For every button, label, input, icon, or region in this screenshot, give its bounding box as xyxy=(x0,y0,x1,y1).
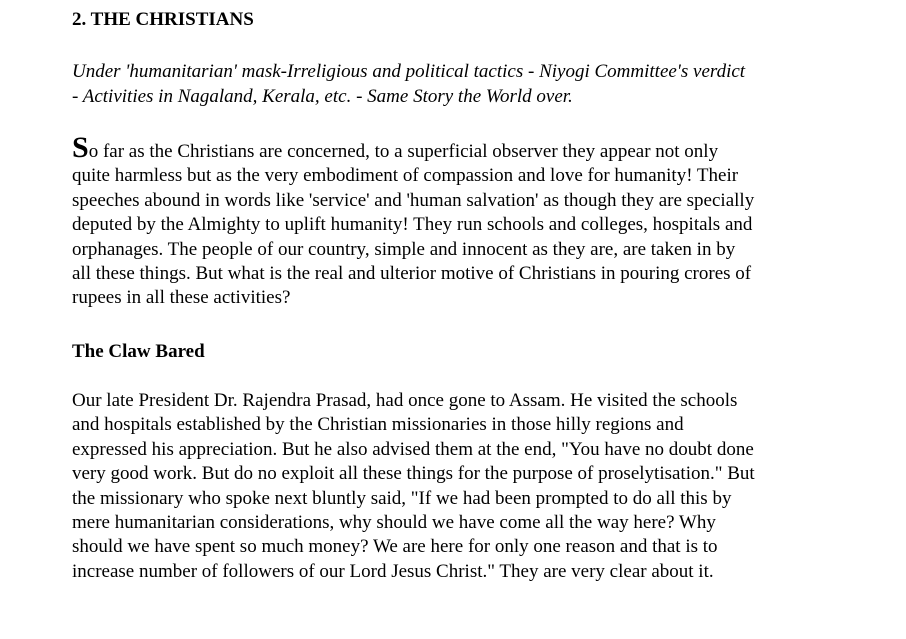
first-line-text: o far as the Christians are concerned, to a superficial observer they appear not only xyxy=(88,141,719,162)
paragraph-line: the missionary who spoke next bluntly said, "If we had been prompted to do all this by xyxy=(72,487,732,509)
section-paragraph xyxy=(72,389,852,584)
paragraph-line: mere humanitarian considerations, why should we have come all the way here? Why xyxy=(72,512,716,534)
paragraph-line: quite harmless but as the very embodiment of compassion and love for humanity! Their xyxy=(72,165,739,187)
intro-paragraph xyxy=(72,131,852,311)
subtitle-line: Under 'humanitarian' mask-Irreligious and political tactics - Niyogi Committee's verdict xyxy=(72,61,746,82)
paragraph-line: very good work. But do no exploit all these things for the purpose of proselytisation." But xyxy=(72,463,755,485)
chapter-title: 2. THE CHRISTIANS xyxy=(72,9,254,30)
paragraph-line: orphanages. The people of our country, simple and innocent as they are, are taken in by xyxy=(72,238,736,260)
subtitle-line: - Activities in Nagaland, Kerala, etc. - Same Story the World over. xyxy=(72,86,573,107)
paragraph-line: rupees in all these activities? xyxy=(72,287,291,309)
paragraph-line: and hospitals established by the Christian missionaries in those hilly regions and xyxy=(72,414,684,436)
paragraph-line xyxy=(72,131,852,164)
paragraph-line: expressed his appreciation. But he also advised them at the end, "You have no doubt done xyxy=(72,438,754,460)
paragraph-line: speeches abound in words like 'service' and 'human salvation' as though they are specially xyxy=(72,189,755,211)
paragraph-line: all these things. But what is the real and ulterior motive of Christians in pouring crores of xyxy=(72,263,752,285)
chapter-subtitle xyxy=(72,59,842,109)
section-heading: The Claw Bared xyxy=(72,341,205,362)
paragraph-line: deputed by the Almighty to uplift humanity! They run schools and colleges, hospitals and xyxy=(72,214,753,236)
paragraph-line: should we have spent so much money? We are here for only one reason and that is to xyxy=(72,536,718,558)
paragraph-line: increase number of followers of our Lord Jesus Christ." They are very clear about it. xyxy=(72,560,714,582)
paragraph-line: Our late President Dr. Rajendra Prasad, had once gone to Assam. He visited the schools xyxy=(72,390,738,411)
drop-cap: S xyxy=(72,131,89,164)
